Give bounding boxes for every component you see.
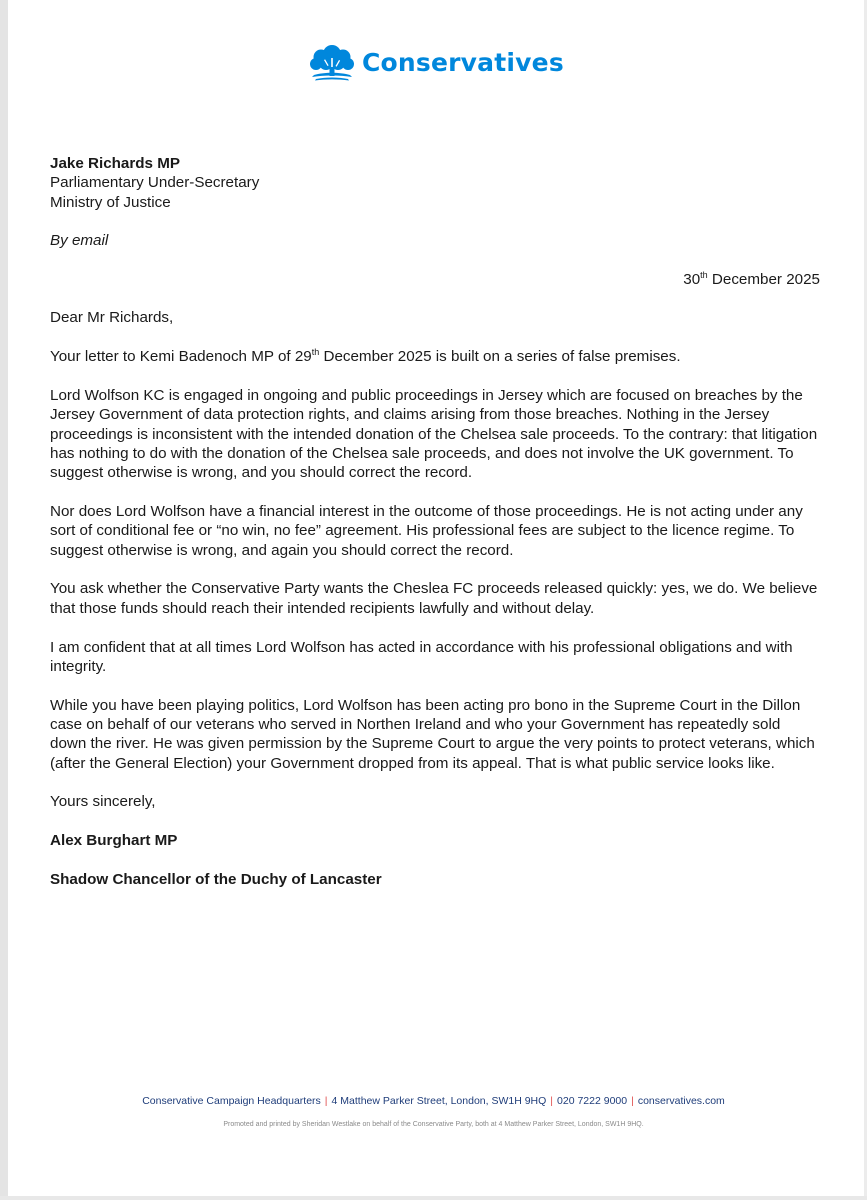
recipient-name: Jake Richards MP	[50, 155, 180, 172]
recipient-department: Ministry of Justice	[50, 193, 171, 211]
salutation: Dear Mr Richards,	[50, 309, 174, 327]
conservatives-logo	[308, 40, 564, 84]
footer-website: conservatives.com	[637, 1095, 725, 1107]
date-day: 30	[683, 270, 701, 288]
signatory-title: Shadow Chancellor of the Duchy of Lancaster	[50, 870, 382, 888]
delivery-method: By email	[50, 232, 109, 250]
body-paragraph: You ask whether the Conservative Party wants the Cheslea FC proceeds released quickly: yes, we do. We believe that those funds should reach their intended recipients lawfully and without delay.	[50, 580, 818, 617]
letter-date	[50, 270, 820, 289]
footer-separator: |	[550, 1095, 554, 1107]
recipient-title: Parliamentary Under-Secretary	[50, 174, 260, 192]
footer-contact	[0, 1095, 867, 1107]
closing: Yours sincerely,	[50, 793, 156, 811]
letter-body	[50, 154, 820, 889]
body-paragraph: Nor does Lord Wolfson have a financial interest in the outcome of those proceedings. He is not acting under any sort of conditional fee or “no win, no fee” agreement. His professional fees are subject to the licence regime. To suggest otherwise is wrong, and again you should correct the record.	[50, 503, 803, 559]
intro-before: Your letter to Kemi Badenoch MP of 29	[50, 348, 312, 366]
date-suffix: th	[700, 269, 708, 280]
intro-paragraph	[50, 347, 820, 366]
date-rest: December 2025	[711, 270, 820, 288]
body-paragraph: Lord Wolfson KC is engaged in ongoing and public proceedings in Jersey which are focused on breaches by the Jersey Government of data protection rights, and claims arising from those breaches. Nothing in the Jersey proceedings is inconsistent with the intended donation of the Chelsea sale proceeds. To the contrary: that litigation has nothing to do with the donation of the Chelsea sale proceeds, and does not involve the UK government. To suggest otherwise is wrong, and you should correct the record.	[50, 387, 818, 482]
footer-separator: |	[324, 1095, 328, 1107]
intro-suffix: th	[311, 347, 320, 358]
signatory-name: Alex Burghart MP	[50, 832, 178, 850]
page-edge-left	[0, 0, 8, 1200]
footer-imprint: Promoted and printed by Sheridan Westlake on behalf of the Conservative Party, both at 4 Matthew Parker Street, London, SW1H 9HQ.	[223, 1121, 644, 1128]
logo-wordmark: Conservatives	[362, 47, 564, 77]
oak-tree-icon	[308, 42, 356, 82]
footer-phone: 020 7222 9000	[557, 1095, 628, 1107]
intro-after: December 2025 is built on a series of false premises.	[319, 348, 681, 366]
footer-separator: |	[631, 1095, 634, 1107]
body-paragraph: I am confident that at all times Lord Wolfson has acted in accordance with his professional obligations and with integrity.	[50, 638, 793, 675]
footer-address: 4 Matthew Parker Street, London, SW1H 9HQ	[331, 1095, 547, 1107]
body-paragraph: While you have been playing politics, Lord Wolfson has been acting pro bono in the Supreme Court in the Dillon case on behalf of our veterans who served in Northen Ireland and who your Government has repeatedly sold down the river. He was given permission by the Supreme Court to argue the very points to protect veterans, which (after the General Election) your Government dropped from its appeal. That is what public service looks like.	[50, 696, 815, 772]
footer-org: Conservative Campaign Headquarters	[142, 1095, 321, 1107]
page-edge-bottom	[0, 1196, 867, 1200]
